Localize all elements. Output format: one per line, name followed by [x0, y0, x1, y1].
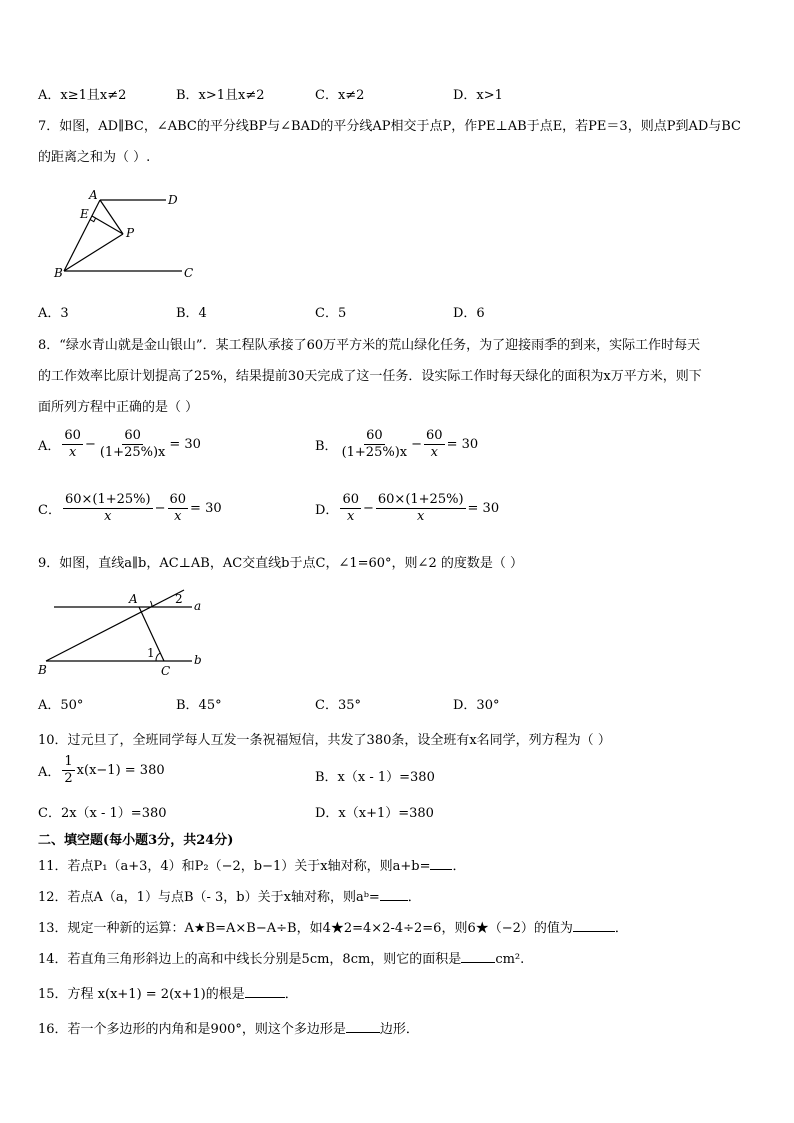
q6-option-a: A．x≥1且x≠2 [38, 88, 127, 103]
answer-blank[interactable] [573, 919, 615, 932]
q7-label-c: C [184, 266, 194, 280]
q7-option-b: B．4 [176, 306, 207, 321]
q8-option-a [38, 428, 201, 461]
q8-option-b [315, 428, 478, 461]
q14: 14．若直角三角形斜边上的高和中线长分别是5cm，8cm，则它的面积是 cm². [38, 952, 525, 967]
fraction: $\frac{60}{x}$ [64, 428, 81, 460]
q7-option-c: C．5 [315, 306, 347, 321]
fraction: $\frac{60}{x}$ [426, 428, 443, 460]
q9-option-d: D．30° [453, 698, 500, 713]
q10-option-a [38, 754, 165, 787]
q10-option-a-label: A． [38, 765, 61, 780]
q7-stem-line2: 的距离之和为（ ）. [38, 150, 151, 165]
q13: 13．规定一种新的运算：A★B=A×B−A÷B，如4★2=4×2-4÷2=6，则6★（−2）的值为 ． [38, 921, 628, 936]
q9-label-line-a: a [194, 599, 202, 613]
minus-sign: − [411, 437, 423, 452]
answer-blank[interactable] [346, 1020, 380, 1033]
fraction: $\frac{1}{2}$ [64, 754, 73, 786]
q9-option-c: C．35° [315, 698, 361, 713]
q8-stem-line2: 的工作效率比原计划提高了25%，结果提前30天完成了这一任务．设实际工作时每天绿化的面积为x万平方米，则下 [38, 369, 702, 384]
q7-line-pe [92, 216, 123, 234]
rhs: x(x−1) = 380 [76, 763, 165, 778]
q8-option-d [315, 492, 499, 525]
q12: 12．若点A（a，1）与点B（- 3，b）关于x轴对称，则aᵇ= ． [38, 890, 421, 905]
q7-label-d: D [168, 193, 178, 207]
q9-line-ab [46, 590, 184, 661]
answer-blank[interactable] [430, 857, 452, 870]
q11: 11．若点P₁（a+3，4）和P₂（−2，b−1）关于x轴对称，则a+b= ． [38, 859, 466, 874]
q10-option-d: D．x（x+1）=380 [315, 806, 434, 821]
q9-option-b: B．45° [176, 698, 222, 713]
q16: 16．若一个多边形的内角和是900°，则这个多边形是 边形． [38, 1022, 419, 1037]
q9-label-angle-2: 2 [175, 592, 183, 606]
q9-stem-line1: 9．如图，直线a∥b，AC⊥AB，AC交直线b于点C，∠1=60°，则∠2 的度数是（ ） [38, 556, 523, 571]
q8-option-b-label: B． [315, 439, 338, 454]
fraction: $\frac{60}{x}$ [169, 492, 187, 524]
rhs: = 30 [169, 437, 201, 452]
q7-label-a: A [89, 188, 98, 202]
section-heading-fill-in: 二、填空题(每小题3分，共24分) [38, 833, 234, 848]
q10-option-c: C．2x（x - 1）=380 [38, 806, 167, 821]
q7-option-d: D．6 [453, 306, 485, 321]
q9-angle-1-arc [156, 653, 160, 661]
q7-option-a: A．3 [38, 306, 69, 321]
q9-label-line-b: b [194, 653, 202, 667]
q7-figure [48, 185, 208, 285]
q9-label-c: C [161, 664, 171, 678]
q10-option-b: B．x（x - 1）=380 [315, 770, 435, 785]
q9-angle-2-arc [151, 601, 153, 607]
rhs: = 30 [446, 437, 479, 452]
rhs: = 30 [190, 501, 222, 516]
q9-label-angle-1: 1 [147, 646, 155, 660]
q6-option-c: C．x≠2 [315, 88, 365, 103]
q9-option-a: A．50° [38, 698, 84, 713]
q9-figure [34, 585, 214, 680]
answer-blank[interactable] [380, 888, 408, 901]
q9-label-b: B [38, 663, 47, 677]
q8-option-c-label: C． [38, 503, 61, 518]
answer-blank[interactable] [461, 950, 495, 963]
q8-option-c [38, 492, 222, 525]
q10-stem-line1: 10．过元旦了，全班同学每人互发一条祝福短信，共发了380条，设全班有x名同学，列方程为（ ） [38, 733, 611, 748]
minus-sign: − [84, 437, 96, 452]
q15: 15．方程 x(x+1) = 2(x+1)的根是 ． [38, 987, 298, 1002]
answer-blank[interactable] [245, 985, 285, 998]
rhs: = 30 [467, 501, 500, 516]
q8-stem-line1: 8．“绿水青山就是金山银山”．某工程队承接了60万平方米的荒山绿化任务，为了迎接雨季的到来，实际工作时每天 [38, 338, 701, 353]
fraction: $\frac{60}{x}$ [342, 492, 359, 524]
fraction: $\frac{60}{(1+25\%)x}$ [341, 428, 408, 460]
minus-sign: − [362, 501, 374, 516]
q8-stem-line3: 面所列方程中正确的是（ ） [38, 400, 199, 415]
fraction: $\frac{60\times(1+25\%)}{x}$ [64, 492, 151, 524]
q7-stem-line1: 7．如图，AD∥BC，∠ABC的平分线BP与∠BAD的平分线AP相交于点P，作PE⊥AB于点E，若PE＝3，则点P到AD与BC [38, 119, 741, 134]
q6-option-d: D．x>1 [453, 88, 503, 103]
q9-label-a: A [129, 592, 138, 606]
q7-label-b: B [54, 266, 63, 280]
fraction: $\frac{60}{(1+25\%)x}$ [99, 428, 166, 460]
q8-option-d-label: D． [315, 503, 339, 518]
q8-option-a-label: A． [38, 439, 61, 454]
q7-label-e: E [80, 207, 89, 221]
q6-option-b: B．x>1且x≠2 [176, 88, 265, 103]
q7-line-ap [100, 200, 123, 234]
fraction: $\frac{60\times(1+25\%)}{x}$ [377, 492, 464, 524]
q7-label-p: P [126, 226, 135, 240]
minus-sign: − [154, 501, 166, 516]
